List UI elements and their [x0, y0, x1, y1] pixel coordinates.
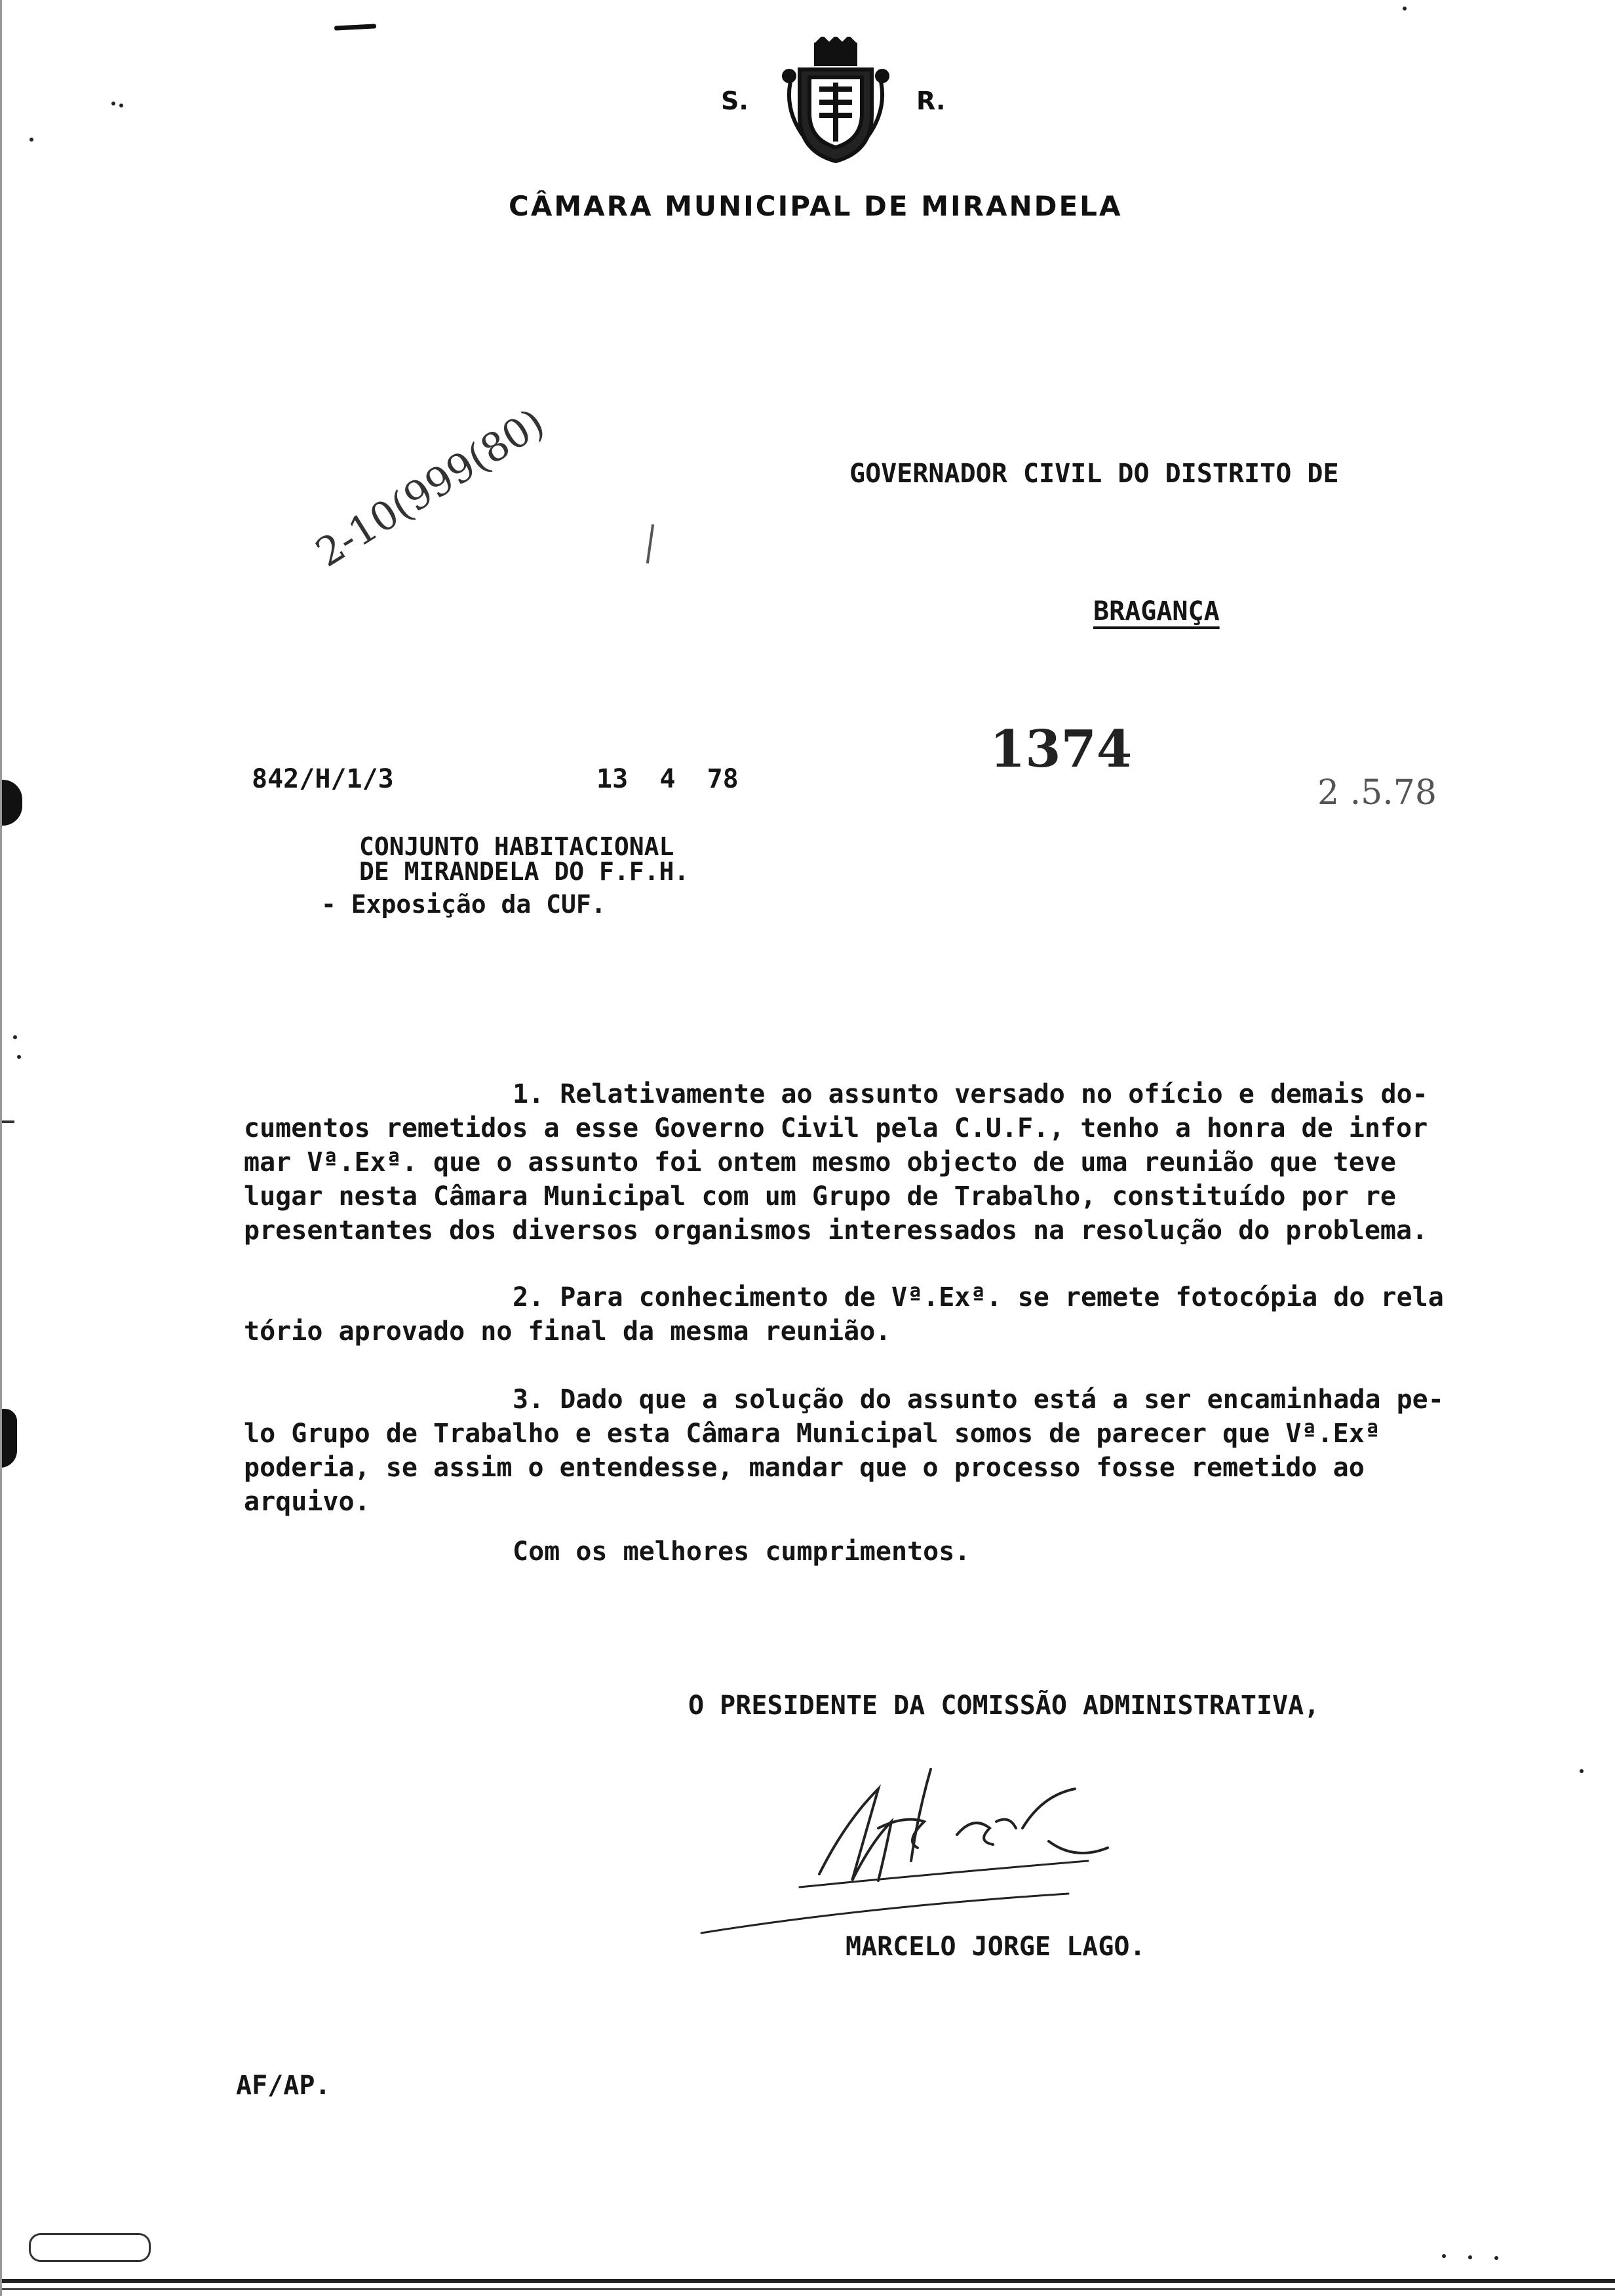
subject-line-2: DE MIRANDELA DO F.F.H. [359, 857, 690, 886]
addressee-line-1: GOVERNADOR CIVIL DO DISTRITO DE [849, 459, 1339, 489]
handwritten-signature [682, 1730, 1206, 1953]
paragraph-3-line-2: lo Grupo de Trabalho e esta Câmara Municipal somos de parecer que Vª.Exª [244, 1419, 1380, 1449]
received-date-stamp: 2 .5.78 [1317, 773, 1437, 813]
paragraph-3-line-3: poderia, se assim o entendesse, mandar que o processo fosse remetido ao [244, 1453, 1365, 1483]
subject-line-3: - Exposição da CUF. [321, 890, 606, 919]
letterhead-org-name: CÂMARA MUNICIPAL DE MIRANDELA [509, 190, 1123, 222]
paragraph-3-line-4: arquivo. [244, 1487, 370, 1517]
received-number-stamp: 1374 [990, 719, 1133, 779]
coat-of-arms-icon [780, 37, 891, 168]
paragraph-1-line-5: presentantes dos diversos organismos interessados na resolução do problema. [244, 1215, 1428, 1246]
paragraph-1-line-1: 1. Relativamente ao assunto versado no ofício e demais do- [513, 1079, 1428, 1109]
closing-salutation: Com os melhores cumprimentos. [513, 1537, 971, 1567]
paragraph-3-line-1: 3. Dado que a solução do assunto está a ser encaminhada pe- [513, 1385, 1444, 1415]
paragraph-2-line-1: 2. Para conhecimento de Vª.Exª. se remete fotocópia do rela [513, 1282, 1444, 1312]
letter-body [244, 1077, 1444, 1569]
paragraph-1-line-4: lugar nesta Câmara Municipal com um Grupo de Trabalho, constituído por re [244, 1181, 1396, 1212]
signatory-name: MARCELO JORGE LAGO. [846, 1932, 1146, 1962]
typist-initials: AF/AP. [236, 2071, 331, 2101]
paragraph-2-line-2: tório aprovado no final da mesma reunião. [244, 1316, 891, 1347]
letterhead-left-letter: S. [721, 86, 749, 115]
signatory-title: O PRESIDENTE DA COMISSÃO ADMINISTRATIVA, [688, 1691, 1320, 1721]
subject-line-1: CONJUNTO HABITACIONAL [359, 832, 674, 861]
reference-date: 13 4 78 [596, 764, 739, 794]
letterhead-right-letter: R. [916, 86, 946, 115]
paragraph-1-line-2: cumentos remetidos a esse Governo Civil pela C.U.F., tenho a honra de infor [244, 1113, 1428, 1143]
addressee-line-2: BRAGANÇA [1093, 596, 1220, 626]
reference-code: 842/H/1/3 [252, 764, 394, 794]
handwritten-reference-note: 2-10(999(80) [308, 400, 553, 577]
paragraph-1-line-3: mar Vª.Exª. que o assunto foi ontem mesmo objecto de uma reunião que teve [244, 1147, 1396, 1177]
